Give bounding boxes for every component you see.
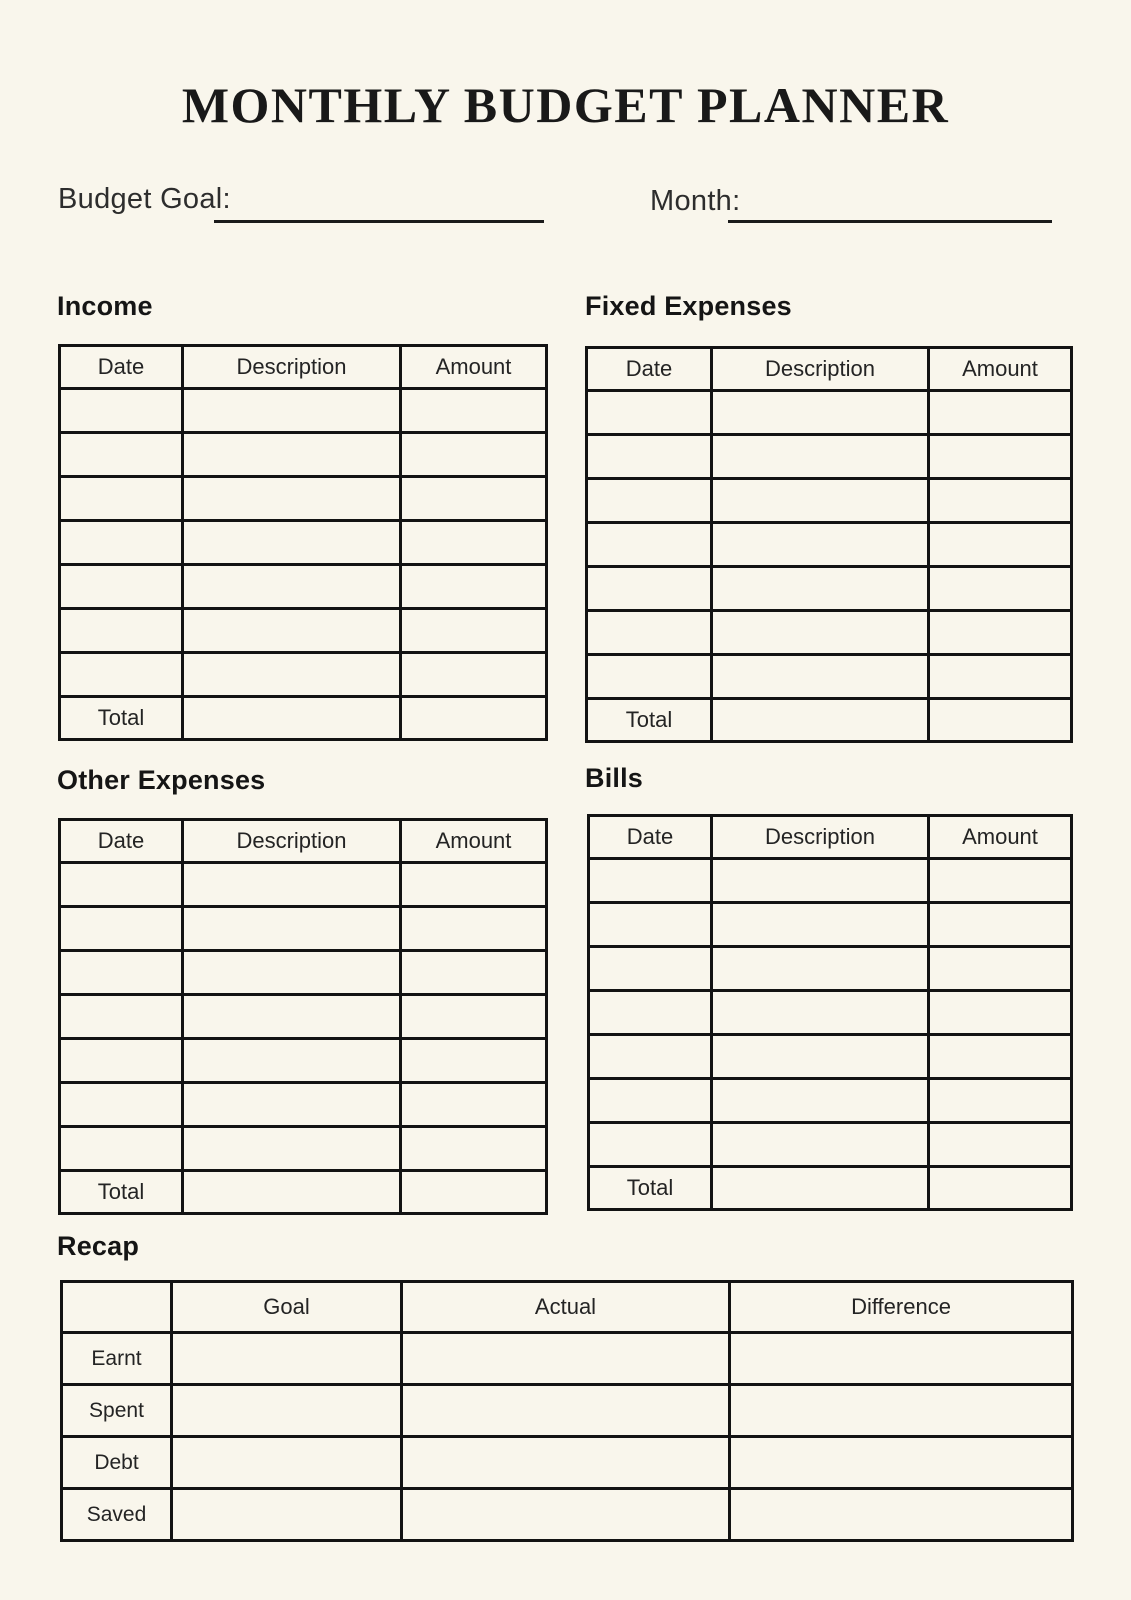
table-row	[587, 523, 1072, 567]
amount-cell[interactable]	[929, 1035, 1072, 1079]
description-cell[interactable]	[183, 1083, 401, 1127]
table-row	[587, 391, 1072, 435]
date-cell[interactable]	[589, 947, 712, 991]
date-cell[interactable]	[589, 903, 712, 947]
income-table	[58, 344, 548, 741]
other-expenses-table	[58, 818, 548, 1215]
row-label-debt: Debt	[62, 1437, 172, 1489]
row-label-earnt: Earnt	[62, 1333, 172, 1385]
table-row	[589, 1079, 1072, 1123]
total-row	[589, 1167, 1072, 1210]
column-header-amount: Amount	[929, 348, 1072, 391]
difference-cell[interactable]	[730, 1437, 1073, 1489]
total-row	[587, 699, 1072, 742]
table-row	[60, 907, 547, 951]
amount-cell[interactable]	[401, 951, 547, 995]
table-row	[589, 991, 1072, 1035]
column-header-amount: Amount	[401, 346, 547, 389]
month-line[interactable]	[728, 220, 1052, 223]
date-cell[interactable]	[60, 995, 183, 1039]
date-cell[interactable]	[60, 433, 183, 477]
amount-cell[interactable]	[401, 477, 547, 521]
description-cell[interactable]	[183, 995, 401, 1039]
date-cell[interactable]	[60, 477, 183, 521]
date-cell[interactable]	[60, 389, 183, 433]
column-header-description: Description	[183, 820, 401, 863]
table-row	[60, 863, 547, 907]
description-cell[interactable]	[712, 567, 929, 611]
amount-cell[interactable]	[929, 479, 1072, 523]
actual-cell[interactable]	[402, 1489, 730, 1541]
amount-cell[interactable]	[401, 995, 547, 1039]
table-header-row	[60, 346, 547, 389]
total-description-cell[interactable]	[183, 697, 401, 740]
description-cell[interactable]	[712, 903, 929, 947]
bills-table	[587, 814, 1073, 1211]
date-cell[interactable]	[589, 859, 712, 903]
recap-corner-cell	[62, 1282, 172, 1333]
table-row	[589, 947, 1072, 991]
amount-cell[interactable]	[401, 433, 547, 477]
total-description-cell[interactable]	[183, 1171, 401, 1214]
description-cell[interactable]	[183, 521, 401, 565]
column-header-date: Date	[589, 816, 712, 859]
table-row	[589, 1035, 1072, 1079]
description-cell[interactable]	[183, 907, 401, 951]
description-cell[interactable]	[712, 435, 929, 479]
column-header-actual: Actual	[402, 1282, 730, 1333]
amount-cell[interactable]	[401, 653, 547, 697]
date-cell[interactable]	[589, 991, 712, 1035]
amount-cell[interactable]	[401, 521, 547, 565]
total-row	[60, 697, 547, 740]
description-cell[interactable]	[712, 479, 929, 523]
date-cell[interactable]	[587, 479, 712, 523]
description-cell[interactable]	[712, 523, 929, 567]
column-header-date: Date	[587, 348, 712, 391]
page-title: MONTHLY BUDGET PLANNER	[181, 77, 950, 133]
description-cell[interactable]	[712, 947, 929, 991]
description-cell[interactable]	[183, 477, 401, 521]
table-row	[587, 655, 1072, 699]
description-cell[interactable]	[183, 433, 401, 477]
table-row	[60, 1039, 547, 1083]
date-cell[interactable]	[589, 1035, 712, 1079]
date-cell[interactable]	[587, 567, 712, 611]
fixed-expenses-heading: Fixed Expenses	[585, 291, 792, 321]
table-row	[60, 565, 547, 609]
date-cell[interactable]	[60, 951, 183, 995]
total-label: Total	[60, 1171, 183, 1214]
goal-cell[interactable]	[172, 1333, 402, 1385]
description-cell[interactable]	[712, 991, 929, 1035]
total-amount-cell[interactable]	[401, 1171, 547, 1214]
date-cell[interactable]	[587, 391, 712, 435]
date-cell[interactable]	[587, 435, 712, 479]
recap-heading: Recap	[57, 1231, 140, 1261]
column-header-description: Description	[712, 816, 929, 859]
table-header-row	[589, 816, 1072, 859]
amount-cell[interactable]	[929, 859, 1072, 903]
description-cell[interactable]	[183, 653, 401, 697]
description-cell[interactable]	[712, 391, 929, 435]
date-cell[interactable]	[60, 609, 183, 653]
description-cell[interactable]	[712, 1123, 929, 1167]
amount-cell[interactable]	[929, 523, 1072, 567]
total-description-cell[interactable]	[712, 1167, 929, 1210]
column-header-date: Date	[60, 820, 183, 863]
date-cell[interactable]	[587, 655, 712, 699]
table-header-row	[60, 820, 547, 863]
income-heading: Income	[57, 291, 153, 321]
column-header-date: Date	[60, 346, 183, 389]
row-label-saved: Saved	[62, 1489, 172, 1541]
amount-cell[interactable]	[929, 435, 1072, 479]
amount-cell[interactable]	[929, 947, 1072, 991]
column-header-description: Description	[712, 348, 929, 391]
total-label: Total	[60, 697, 183, 740]
table-row	[60, 521, 547, 565]
description-cell[interactable]	[712, 1079, 929, 1123]
date-cell[interactable]	[587, 611, 712, 655]
description-cell[interactable]	[183, 609, 401, 653]
description-cell[interactable]	[183, 951, 401, 995]
amount-cell[interactable]	[929, 567, 1072, 611]
description-cell[interactable]	[712, 655, 929, 699]
amount-cell[interactable]	[401, 389, 547, 433]
amount-cell[interactable]	[401, 1127, 547, 1171]
total-label: Total	[589, 1167, 712, 1210]
description-cell[interactable]	[712, 611, 929, 655]
amount-cell[interactable]	[929, 1123, 1072, 1167]
amount-cell[interactable]	[401, 907, 547, 951]
date-cell[interactable]	[60, 863, 183, 907]
total-description-cell[interactable]	[712, 699, 929, 742]
actual-cell[interactable]	[402, 1385, 730, 1437]
bills-heading: Bills	[585, 763, 644, 793]
recap-row-debt	[62, 1437, 1073, 1489]
date-cell[interactable]	[589, 1079, 712, 1123]
description-cell[interactable]	[183, 1039, 401, 1083]
table-row	[589, 1123, 1072, 1167]
difference-cell[interactable]	[730, 1333, 1073, 1385]
table-row	[60, 1083, 547, 1127]
description-cell[interactable]	[183, 389, 401, 433]
recap-table	[60, 1280, 1074, 1542]
difference-cell[interactable]	[730, 1489, 1073, 1541]
row-label-spent: Spent	[62, 1385, 172, 1437]
total-amount-cell[interactable]	[929, 699, 1072, 742]
table-row	[60, 389, 547, 433]
goal-cell[interactable]	[172, 1489, 402, 1541]
total-row	[60, 1171, 547, 1214]
date-cell[interactable]	[60, 521, 183, 565]
amount-cell[interactable]	[929, 991, 1072, 1035]
column-header-goal: Goal	[172, 1282, 402, 1333]
description-cell[interactable]	[712, 859, 929, 903]
date-cell[interactable]	[60, 907, 183, 951]
table-row	[60, 995, 547, 1039]
recap-row-earnt	[62, 1333, 1073, 1385]
fixed-expenses-table	[585, 346, 1073, 743]
other-expenses-heading: Other Expenses	[57, 765, 266, 795]
table-row	[587, 567, 1072, 611]
description-cell[interactable]	[712, 1035, 929, 1079]
amount-cell[interactable]	[929, 1079, 1072, 1123]
table-row	[589, 903, 1072, 947]
amount-cell[interactable]	[401, 1083, 547, 1127]
recap-row-spent	[62, 1385, 1073, 1437]
table-row	[60, 433, 547, 477]
total-amount-cell[interactable]	[401, 697, 547, 740]
amount-cell[interactable]	[929, 611, 1072, 655]
column-header-amount: Amount	[401, 820, 547, 863]
column-header-difference: Difference	[730, 1282, 1073, 1333]
actual-cell[interactable]	[402, 1333, 730, 1385]
goal-cell[interactable]	[172, 1385, 402, 1437]
table-row	[60, 1127, 547, 1171]
date-cell[interactable]	[60, 1083, 183, 1127]
table-row	[587, 435, 1072, 479]
amount-cell[interactable]	[929, 391, 1072, 435]
month-label: Month:	[650, 185, 741, 217]
amount-cell[interactable]	[929, 903, 1072, 947]
date-cell[interactable]	[587, 523, 712, 567]
recap-row-saved	[62, 1489, 1073, 1541]
actual-cell[interactable]	[402, 1437, 730, 1489]
amount-cell[interactable]	[401, 1039, 547, 1083]
table-row	[60, 477, 547, 521]
table-row	[589, 859, 1072, 903]
amount-cell[interactable]	[401, 863, 547, 907]
description-cell[interactable]	[183, 1127, 401, 1171]
table-row	[587, 479, 1072, 523]
budget-goal-label: Budget Goal:	[58, 183, 231, 215]
amount-cell[interactable]	[401, 565, 547, 609]
table-row	[60, 609, 547, 653]
table-row	[60, 653, 547, 697]
goal-cell[interactable]	[172, 1437, 402, 1489]
recap-header-row	[62, 1282, 1073, 1333]
description-cell[interactable]	[183, 565, 401, 609]
column-header-amount: Amount	[929, 816, 1072, 859]
total-amount-cell[interactable]	[929, 1167, 1072, 1210]
description-cell[interactable]	[183, 863, 401, 907]
amount-cell[interactable]	[401, 609, 547, 653]
budget-goal-line[interactable]	[214, 220, 544, 223]
column-header-description: Description	[183, 346, 401, 389]
date-cell[interactable]	[589, 1123, 712, 1167]
amount-cell[interactable]	[929, 655, 1072, 699]
table-header-row	[587, 348, 1072, 391]
difference-cell[interactable]	[730, 1385, 1073, 1437]
date-cell[interactable]	[60, 565, 183, 609]
date-cell[interactable]	[60, 1039, 183, 1083]
date-cell[interactable]	[60, 1127, 183, 1171]
total-label: Total	[587, 699, 712, 742]
table-row	[587, 611, 1072, 655]
date-cell[interactable]	[60, 653, 183, 697]
table-row	[60, 951, 547, 995]
